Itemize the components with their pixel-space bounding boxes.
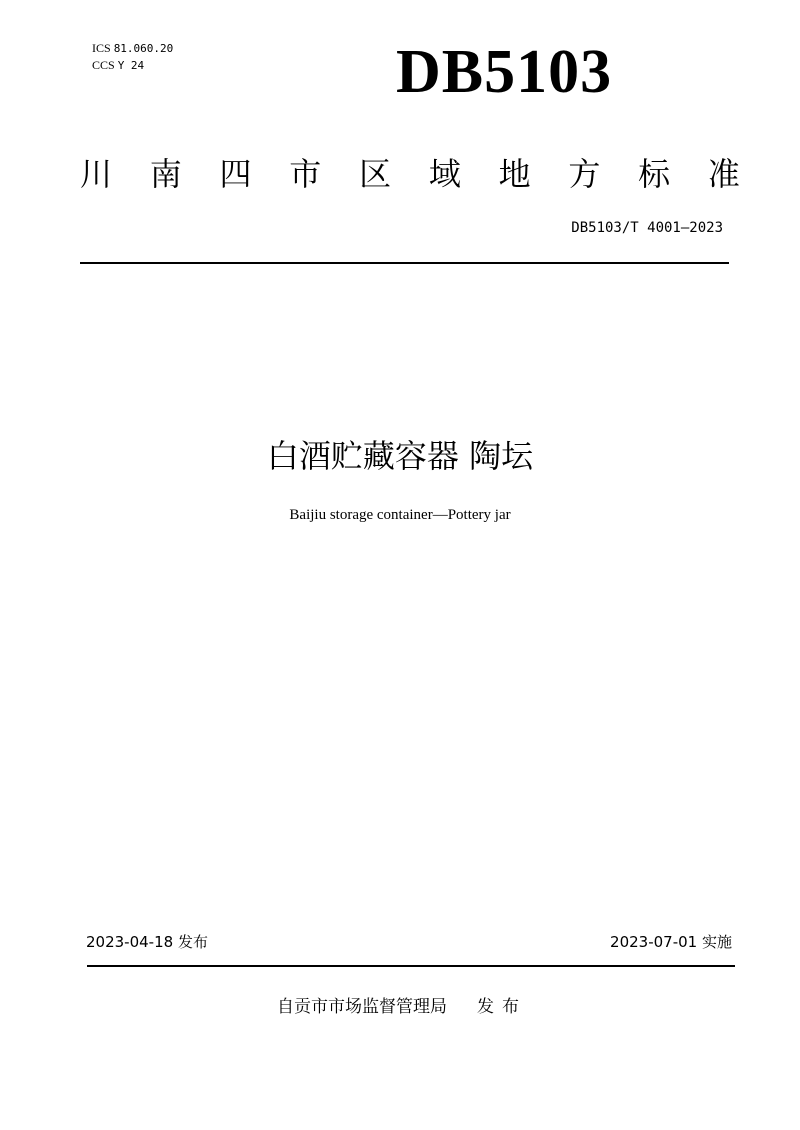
standard-type-char: 四 bbox=[219, 155, 252, 193]
classification-codes bbox=[92, 40, 173, 74]
publisher-action: 发布 bbox=[477, 997, 527, 1017]
ccs-line bbox=[92, 57, 173, 74]
publisher bbox=[277, 995, 527, 1019]
standard-type bbox=[80, 152, 740, 196]
ccs-label: CCS bbox=[92, 58, 115, 72]
standard-type-char: 川 bbox=[80, 155, 113, 193]
publisher-name: 自贡市市场监督管理局 bbox=[277, 997, 447, 1017]
title-english: Baijiu storage container—Pottery jar bbox=[289, 507, 511, 523]
ics-code: 81.060.20 bbox=[113, 42, 174, 55]
standard-type-char: 域 bbox=[428, 155, 461, 193]
bottom-divider bbox=[87, 965, 735, 967]
db-code: DB5103 bbox=[396, 38, 613, 106]
implement-date: 2023-07-01 实施 bbox=[610, 933, 732, 951]
standard-type-char: 南 bbox=[149, 155, 182, 193]
ics-line bbox=[92, 40, 173, 57]
standard-type-char: 准 bbox=[707, 155, 740, 193]
standard-type-char: 区 bbox=[359, 155, 392, 193]
ics-label: ICS bbox=[92, 41, 111, 55]
ccs-code: Y 24 bbox=[117, 59, 145, 72]
top-divider bbox=[80, 262, 729, 264]
standard-type-char: 地 bbox=[498, 155, 531, 193]
title-chinese: 白酒贮藏容器 陶坛 bbox=[266, 437, 534, 475]
issue-date: 2023-04-18 发布 bbox=[86, 933, 208, 951]
standard-type-char: 标 bbox=[638, 155, 671, 193]
standard-number: DB5103/T 4001—2023 bbox=[571, 220, 723, 236]
standard-type-char: 方 bbox=[568, 155, 601, 193]
standard-type-char: 市 bbox=[289, 155, 322, 193]
